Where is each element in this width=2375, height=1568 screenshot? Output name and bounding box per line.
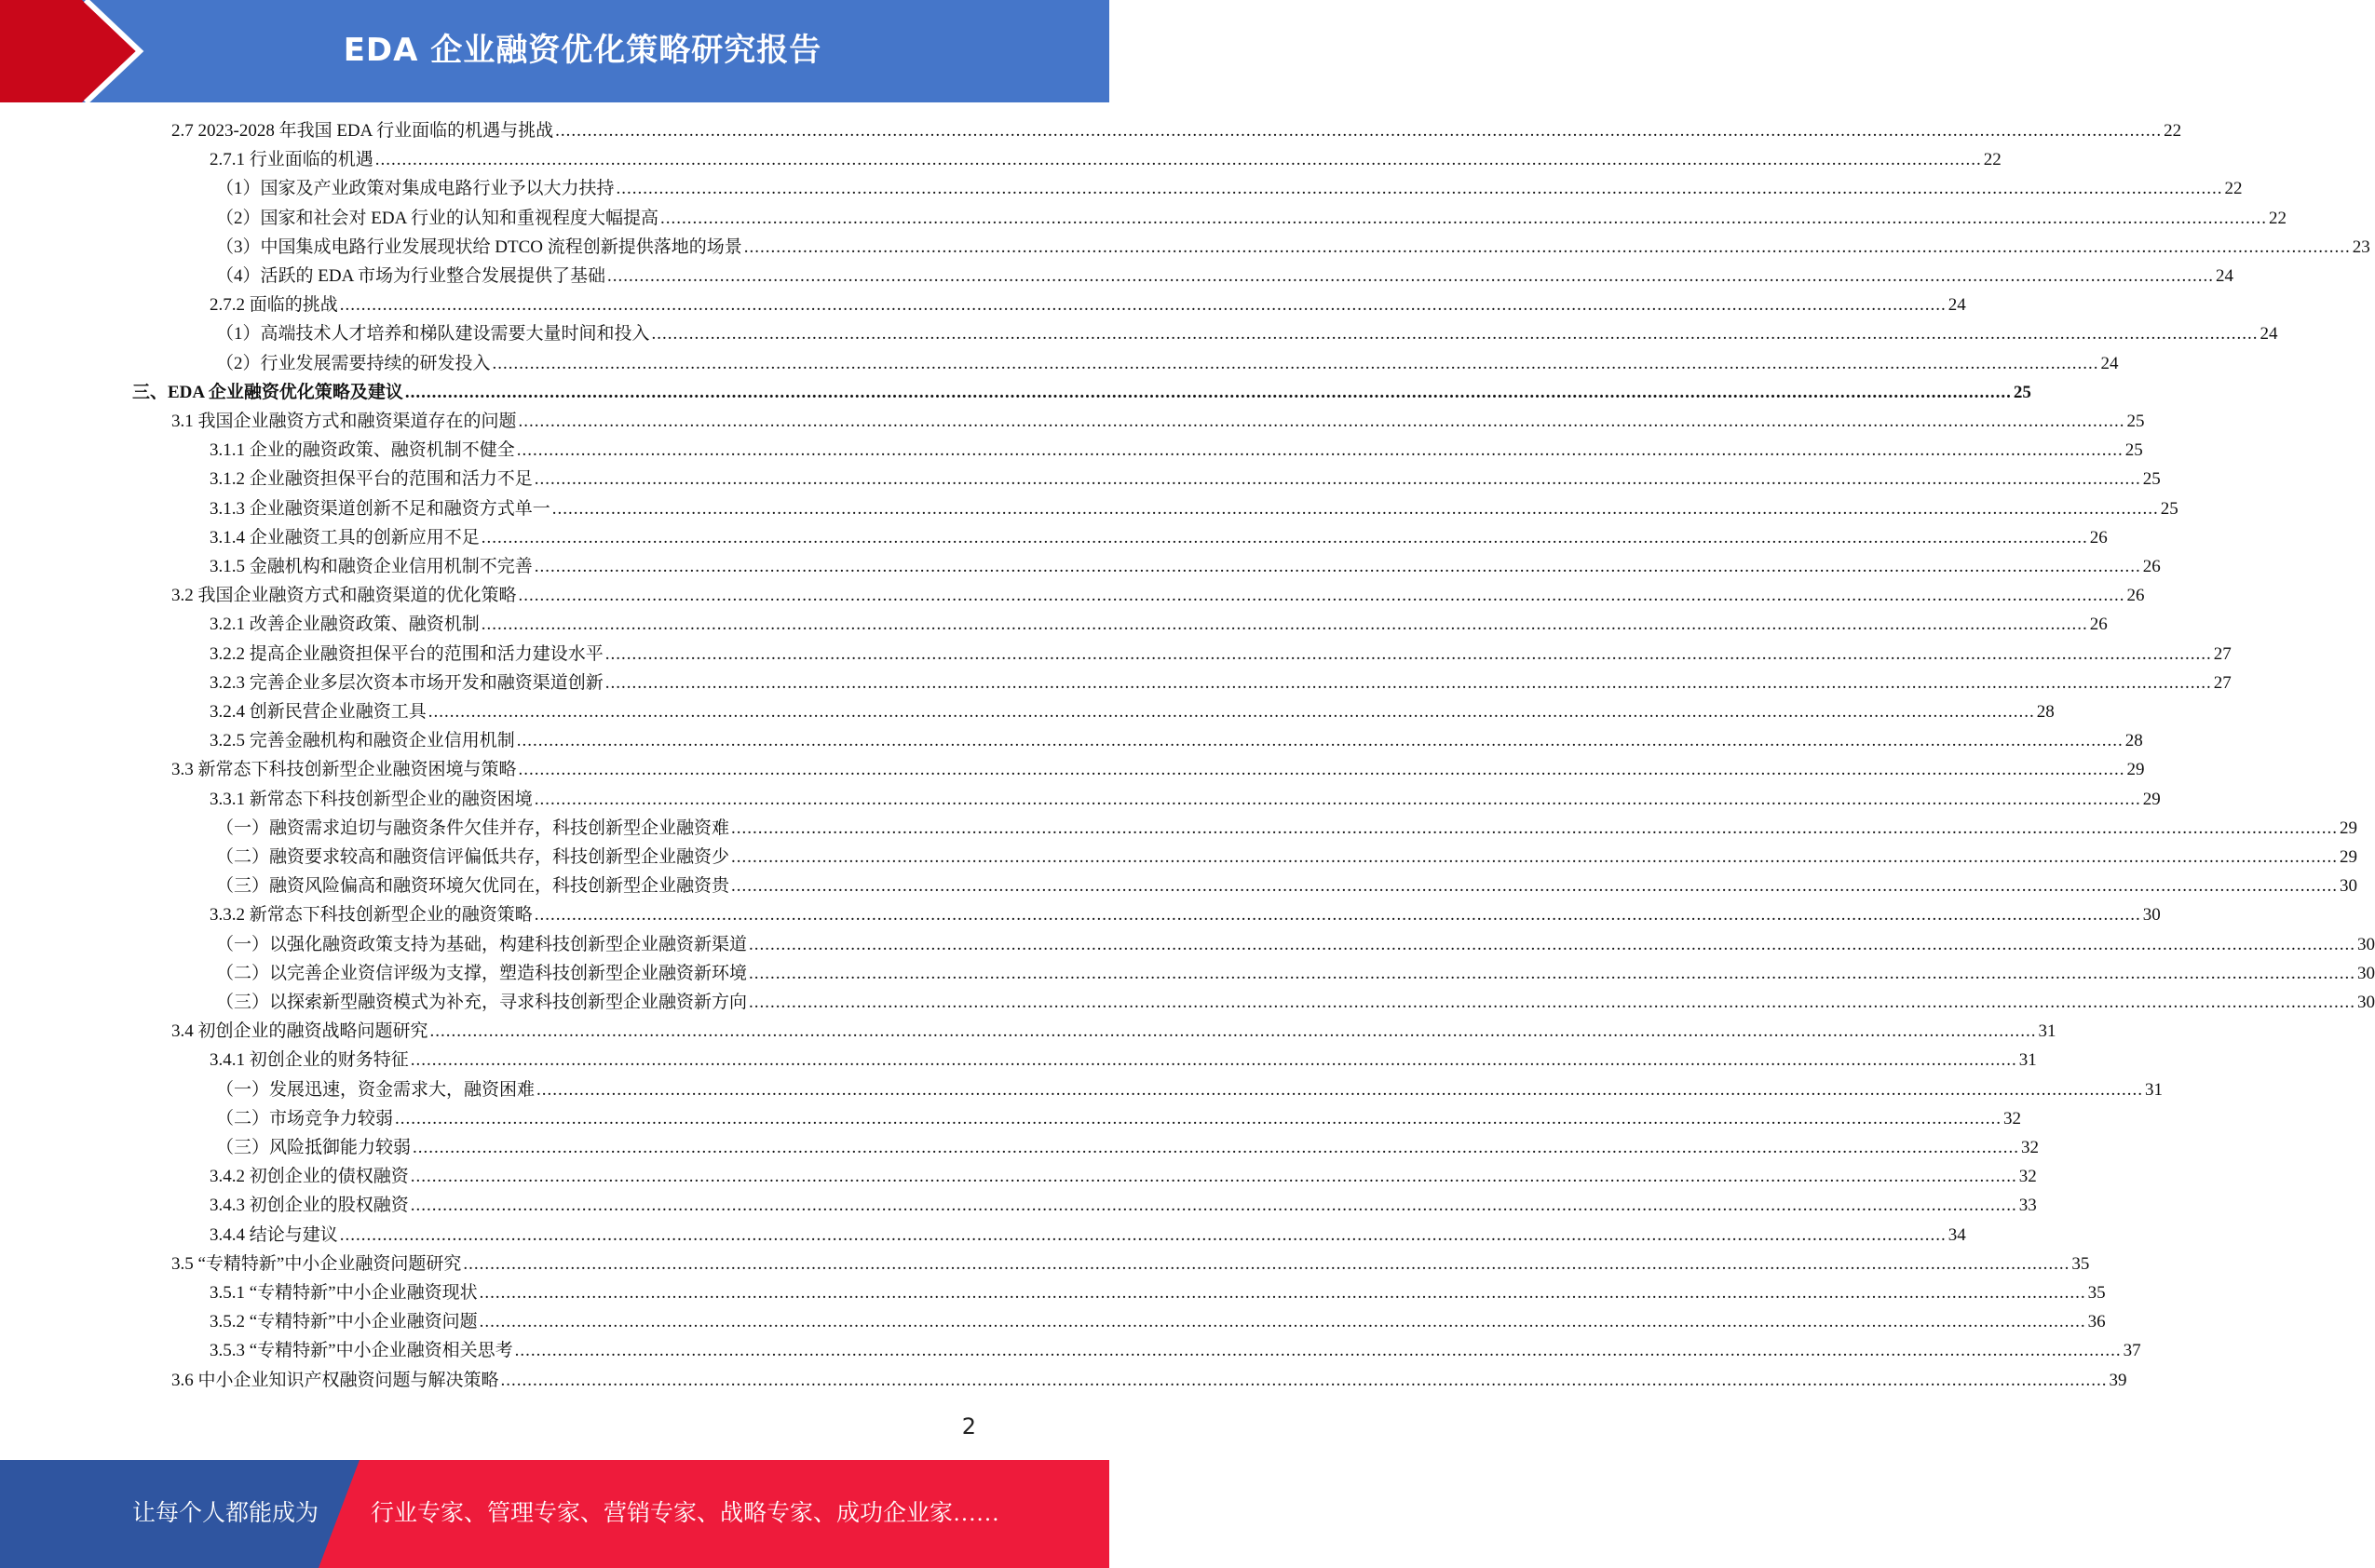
toc-entry[interactable] [216,1076,2164,1104]
toc-dot-leader: ............................................................................................................................................................................................................................................................................................................ [413,1138,2020,1157]
toc-entry-page: 24 [2100,353,2119,373]
toc-entry-title: （1）国家及产业政策对集成电路行业予以大力扶持 [216,179,615,199]
toc-entry[interactable] [210,495,2178,523]
toc-entry-title: （2）国家和社会对 EDA 行业的认知和重视程度大幅提高 [216,208,659,228]
page-number: 2 [961,1413,976,1440]
toc-dot-leader: ............................................................................................................................................................................................................................................................................................................ [395,1108,2002,1129]
toc-entry-title: 3.3 新常态下科技创新型企业融资困境与策略 [171,760,517,780]
toc-entry-title: （一）以强化融资政策支持为基础，构建科技创新型企业融资新渠道 [216,934,748,954]
toc-dot-leader: ............................................................................................................................................................................................................................................................................................................ [731,876,2339,897]
footer-slogan-left: 让每个人都能成为 [132,1501,319,1526]
toc-dot-leader: ............................................................................................................................................................................................................................................................................................................ [660,208,2268,228]
toc-entry-page: 25 [2126,412,2145,431]
toc-dot-leader: ............................................................................................................................................................................................................................................................................................................ [749,934,2356,954]
toc-entry-page: 37 [2123,1341,2141,1361]
toc-dot-leader: ............................................................................................................................................................................................................................................................................................................ [514,1341,2122,1361]
toc-dot-leader: ............................................................................................................................................................................................................................................................................................................ [410,1050,2017,1071]
toc-entry[interactable] [171,1250,2090,1278]
toc-entry-title: （二）以完善企业资信评级为支撑，塑造科技创新型企业融资新环境 [216,963,748,983]
toc-entry[interactable] [216,960,2375,988]
toc-dot-leader: ............................................................................................................................................................................................................................................................................................................ [534,557,2141,576]
toc-entry[interactable] [210,146,2002,174]
toc-entry-page: 26 [2126,586,2145,606]
toc-entry[interactable] [210,1308,2106,1336]
toc-dot-leader: ............................................................................................................................................................................................................................................................................................................ [463,1253,2070,1274]
toc-entry-title: 2.7.2 面临的挑战 [210,295,338,316]
toc-entry[interactable] [210,727,2143,755]
toc-dot-leader: ............................................................................................................................................................................................................................................................................................................ [604,672,2212,693]
toc-dot-leader: ............................................................................................................................................................................................................................................................................................................ [731,818,2339,838]
toc-dot-leader: ............................................................................................................................................................................................................................................................................................................ [339,295,1947,316]
toc-entry-title: （1）高端技术人才培养和梯队建设需要大量时间和投入 [216,324,650,345]
toc-dot-leader: ............................................................................................................................................................................................................................................................................................................ [616,179,2223,199]
report-title: EDA 企业融资优化策略研究报告 [343,32,822,69]
toc-entry-title: 3.4.2 初创企业的债权融资 [210,1167,409,1187]
toc-entry-title: 3.3.1 新常态下科技创新型企业的融资困境 [210,789,533,809]
toc-entry-page: 29 [2340,847,2358,867]
toc-dot-leader: ............................................................................................................................................................................................................................................................................................................ [492,353,2099,373]
toc-entry-page: 27 [2213,643,2232,664]
toc-entry[interactable] [216,1134,2040,1162]
toc-entry[interactable] [216,872,2358,900]
toc-entry-page: 31 [2145,1079,2164,1100]
toc-entry[interactable] [216,205,2287,233]
toc-dot-leader: ............................................................................................................................................................................................................................................................................................................ [516,731,2124,751]
toc-entry-title: 3.5.2 “专精特新”中小企业融资问题 [210,1312,478,1332]
toc-entry-title: 3.2 我国企业融资方式和融资渠道的优化策略 [171,586,517,606]
toc-entry-title: 三、EDA 企业融资优化策略及建议 [132,382,403,402]
toc-dot-leader: ............................................................................................................................................................................................................................................................................................................ [404,382,2012,402]
toc-entry-page: 29 [2142,789,2161,809]
toc-entry-page: 26 [2142,557,2161,576]
toc-entry-title: 3.5.1 “专精特新”中小企业融资现状 [210,1283,478,1303]
toc-entry-title: 3.4.4 结论与建议 [210,1224,338,1245]
toc-entry-title: 3.1.1 企业的融资政策、融资机制不健全 [210,440,515,461]
toc-entry[interactable] [210,291,1966,319]
toc-entry-title: （二）市场竞争力较弱 [216,1108,394,1129]
toc-entry[interactable] [210,669,2232,697]
toc-dot-leader: ............................................................................................................................................................................................................................................................................................................ [551,498,2159,519]
toc-entry-title: 3.1 我国企业融资方式和融资渠道存在的问题 [171,412,517,431]
toc-entry-title: 3.5.3 “专精特新”中小企业融资相关思考 [210,1341,513,1361]
toc-entry-page: 29 [2340,818,2358,838]
toc-entry[interactable] [210,437,2143,465]
toc-entry-title: （一）融资需求迫切与融资条件欠佳并存，科技创新型企业融资难 [216,818,730,838]
toc-entry-page: 22 [2164,121,2182,141]
toc-entry-page: 30 [2142,905,2161,926]
toc-entry[interactable] [216,1105,2022,1133]
toc-entry-title: 3.2.3 完善企业多层次资本市场开发和融资渠道创新 [210,672,604,693]
toc-entry-title: 3.1.3 企业融资渠道创新不足和融资方式单一 [210,498,550,519]
toc-dot-leader: ............................................................................................................................................................................................................................................................................................................ [479,1283,2086,1303]
toc-entry-page: 32 [2003,1108,2022,1129]
toc-entry-page: 33 [2018,1196,2037,1216]
toc-entry-page: 23 [2352,237,2370,257]
toc-entry[interactable] [171,1367,2127,1395]
toc-entry-page: 36 [2087,1312,2106,1332]
toc-entry-title: 3.1.4 企业融资工具的创新应用不足 [210,527,480,547]
toc-entry[interactable] [210,1337,2141,1365]
toc-dot-leader: ............................................................................................................................................................................................................................................................................................................ [516,440,2124,461]
toc-entry[interactable] [216,989,2375,1017]
toc-entry[interactable] [210,1192,2037,1220]
toc-entry-page: 30 [2357,934,2375,954]
toc-entry[interactable] [210,1222,1966,1250]
toc-entry[interactable] [216,320,2278,348]
toc-dot-leader: ............................................................................................................................................................................................................................................................................................................ [518,760,2125,780]
toc-entry-title: 3.1.2 企业融资担保平台的范围和活力不足 [210,469,533,490]
toc-entry-title: 3.4.1 初创企业的财务特征 [210,1050,409,1071]
toc-entry[interactable] [210,1163,2037,1191]
toc-entry-title: （4）活跃的 EDA 市场为行业整合发展提供了基础 [216,266,606,286]
toc-entry-title: （3）中国集成电路行业发展现状给 DTCO 流程创新提供落地的场景 [216,237,742,257]
toc-dot-leader: ............................................................................................................................................................................................................................................................................................................ [518,412,2125,431]
toc-dot-leader: ............................................................................................................................................................................................................................................................................................................ [749,963,2356,983]
toc-entry[interactable] [210,553,2161,581]
toc-entry[interactable] [216,263,2234,291]
toc-entry-page: 31 [2038,1021,2056,1042]
toc-entry-title: 3.2.4 创新民营企业融资工具 [210,702,427,722]
toc-entry-page: 30 [2357,993,2375,1012]
toc-entry[interactable] [132,379,2031,407]
toc-entry[interactable] [171,117,2182,145]
toc-entry[interactable] [171,1018,2056,1046]
toc-entry-page: 25 [2142,469,2161,490]
toc-entry-title: 3.4.3 初创企业的股权融资 [210,1196,409,1216]
toc-entry[interactable] [210,466,2161,493]
toc-entry-page: 39 [2109,1370,2127,1390]
toc-dot-leader: ............................................................................................................................................................................................................................................................................................................ [339,1224,1947,1245]
toc-entry-title: 3.2.1 改善企业融资政策、融资机制 [210,615,480,635]
toc-dot-leader: ............................................................................................................................................................................................................................................................................................................ [410,1196,2017,1216]
toc-entry[interactable] [210,611,2108,639]
toc-entry[interactable] [216,931,2375,959]
toc-entry[interactable] [171,582,2145,610]
toc-entry[interactable] [216,175,2243,203]
toc-dot-leader: ............................................................................................................................................................................................................................................................................................................ [374,150,1982,170]
toc-entry-title: （2）行业发展需要持续的研发投入 [216,353,491,373]
toc-entry-page: 22 [2224,179,2243,199]
toc-dot-leader: ............................................................................................................................................................................................................................................................................................................ [500,1370,2108,1390]
page-header [0,0,1109,102]
toc-entry-title: 3.4 初创企业的融资战略问题研究 [171,1021,428,1042]
toc-entry-page: 29 [2126,760,2145,780]
toc-entry[interactable] [216,350,2119,378]
toc-entry-page: 28 [2124,731,2143,751]
toc-dot-leader: ............................................................................................................................................................................................................................................................................................................ [481,615,2088,635]
toc-dot-leader: ............................................................................................................................................................................................................................................................................................................ [536,1079,2144,1100]
toc-entry-page: 34 [1948,1224,1966,1245]
toc-entry-page: 25 [2013,382,2031,402]
toc-entry[interactable] [210,698,2055,726]
toc-entry-page: 26 [2089,527,2108,547]
footer-slogan-right: 行业专家、管理专家、营销专家、战略专家、成功企业家…… [371,1501,1000,1526]
toc-entry-page: 30 [2340,876,2358,897]
toc-entry-page: 27 [2213,672,2232,693]
toc-dot-leader: ............................................................................................................................................................................................................................................................................................................ [534,469,2141,490]
toc-entry-title: （三）融资风险偏高和融资环境欠优同在，科技创新型企业融资贵 [216,876,730,897]
toc-dot-leader: ............................................................................................................................................................................................................................................................................................................ [604,643,2212,664]
toc-dot-leader: ............................................................................................................................................................................................................................................................................................................ [410,1167,2017,1187]
toc-entry[interactable] [171,756,2145,784]
toc-dot-leader: ............................................................................................................................................................................................................................................................................................................ [607,266,2215,286]
toc-entry-page: 32 [2018,1167,2037,1187]
toc-entry-page: 32 [2021,1138,2040,1157]
toc-entry-title: （一）发展迅速，资金需求大，融资困难 [216,1079,536,1100]
toc-dot-leader: ............................................................................................................................................................................................................................................................................................................ [479,1312,2086,1332]
toc-dot-leader: ............................................................................................................................................................................................................................................................................................................ [651,324,2259,345]
toc-dot-leader: ............................................................................................................................................................................................................................................................................................................ [749,993,2356,1012]
toc-entry-page: 35 [2087,1283,2106,1303]
toc-entry-title: 3.2.2 提高企业融资担保平台的范围和活力建设水平 [210,643,604,664]
toc-entry-title: 3.1.5 金融机构和融资企业信用机制不完善 [210,557,533,576]
toc-entry[interactable] [210,524,2108,552]
toc-dot-leader: ............................................................................................................................................................................................................................................................................................................ [428,702,2035,722]
toc-entry-title: 3.3.2 新常态下科技创新型企业的融资策略 [210,905,533,926]
toc-entry[interactable] [171,408,2145,436]
toc-entry-page: 25 [2124,440,2143,461]
toc-entry-page: 30 [2357,963,2375,983]
toc-entry[interactable] [210,901,2161,929]
toc-entry-page: 24 [2216,266,2234,286]
toc-entry-page: 24 [1948,295,1966,316]
toc-entry-title: 3.6 中小企业知识产权融资问题与解决策略 [171,1370,499,1390]
toc-entry-page: 24 [2260,324,2278,345]
toc-dot-leader: ............................................................................................................................................................................................................................................................................................................ [534,789,2141,809]
toc-dot-leader: ............................................................................................................................................................................................................................................................................................................ [481,527,2088,547]
page-footer [0,1460,1109,1568]
toc-dot-leader: ............................................................................................................................................................................................................................................................................................................ [743,237,2351,257]
toc-entry[interactable] [216,234,2370,262]
toc-entry[interactable] [210,786,2161,814]
toc-entry-title: （三）以探索新型融资模式为补充，寻求科技创新型企业融资新方向 [216,993,748,1012]
toc-entry-page: 35 [2071,1253,2090,1274]
toc-entry-title: 2.7.1 行业面临的机遇 [210,150,373,170]
toc-entry-page: 28 [2036,702,2055,722]
toc-entry-page: 25 [2160,498,2178,519]
toc-entry-page: 26 [2089,615,2108,635]
toc-entry[interactable] [216,815,2358,843]
toc-dot-leader: ............................................................................................................................................................................................................................................................................................................ [555,121,2163,141]
toc-entry[interactable] [210,1047,2037,1075]
toc-entry[interactable] [210,1279,2106,1307]
toc-entry-page: 31 [2018,1050,2037,1071]
toc-entry[interactable] [210,641,2232,669]
toc-entry-title: （三）风险抵御能力较弱 [216,1138,412,1157]
toc-entry-page: 22 [1983,150,2002,170]
toc-entry-title: 2.7 2023-2028 年我国 EDA 行业面临的机遇与挑战 [171,121,554,141]
toc-entry-title: 3.2.5 完善金融机构和融资企业信用机制 [210,731,515,751]
toc-dot-leader: ............................................................................................................................................................................................................................................................................................................ [518,586,2125,606]
toc-dot-leader: ............................................................................................................................................................................................................................................................................................................ [534,905,2141,926]
toc-entry[interactable] [216,844,2358,872]
toc-entry-title: （二）融资要求较高和融资信评偏低共存，科技创新型企业融资少 [216,847,730,867]
toc-entry-title: 3.5 “专精特新”中小企业融资问题研究 [171,1253,462,1274]
toc-entry-page: 22 [2269,208,2287,228]
toc-dot-leader: ............................................................................................................................................................................................................................................................................................................ [731,847,2339,867]
toc-dot-leader: ............................................................................................................................................................................................................................................................................................................ [429,1021,2037,1042]
